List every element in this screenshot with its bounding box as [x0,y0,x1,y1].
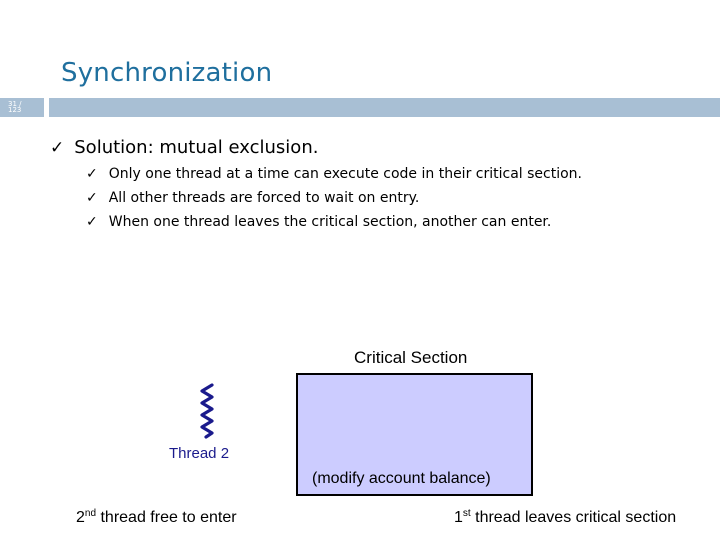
bullet-sub-2 [86,190,419,206]
check-icon: ✓ [50,137,65,158]
footer-right-number: 1 [454,509,463,526]
slide-title: Synchronization [61,58,273,88]
check-icon: ✓ [86,190,98,206]
footer-left-text: thread free to enter [96,509,237,526]
footer-right-ordinal: st [462,508,471,519]
critical-section-sub-label: (modify account balance) [312,470,491,487]
check-icon: ✓ [86,166,98,182]
page-number: 31 / 123 [8,100,22,114]
bullet-sub-1 [86,166,582,182]
bullet-main-text: Solution: mutual exclusion. [74,137,319,158]
check-icon: ✓ [86,214,98,230]
footer-right-text: thread leaves critical section [470,509,677,526]
bullet-sub-3 [86,214,551,230]
bullet-main [50,137,318,158]
bullet-sub-1-text: Only one thread at a time can execute code in their critical section. [108,166,582,182]
thread-label: Thread 2 [169,445,230,462]
title-rule-right [49,98,720,117]
footer-left-number: 2 [76,509,85,526]
footer-left-caption [76,508,237,527]
critical-section-label: Critical Section [354,348,468,367]
footer-left-ordinal: nd [84,508,97,519]
bullet-sub-2-text: All other threads are forced to wait on entry. [108,190,420,206]
footer-right-caption [454,508,676,527]
squiggle-thread-icon [196,383,220,439]
bullet-sub-3-text: When one thread leaves the critical section, another can enter. [108,214,552,230]
